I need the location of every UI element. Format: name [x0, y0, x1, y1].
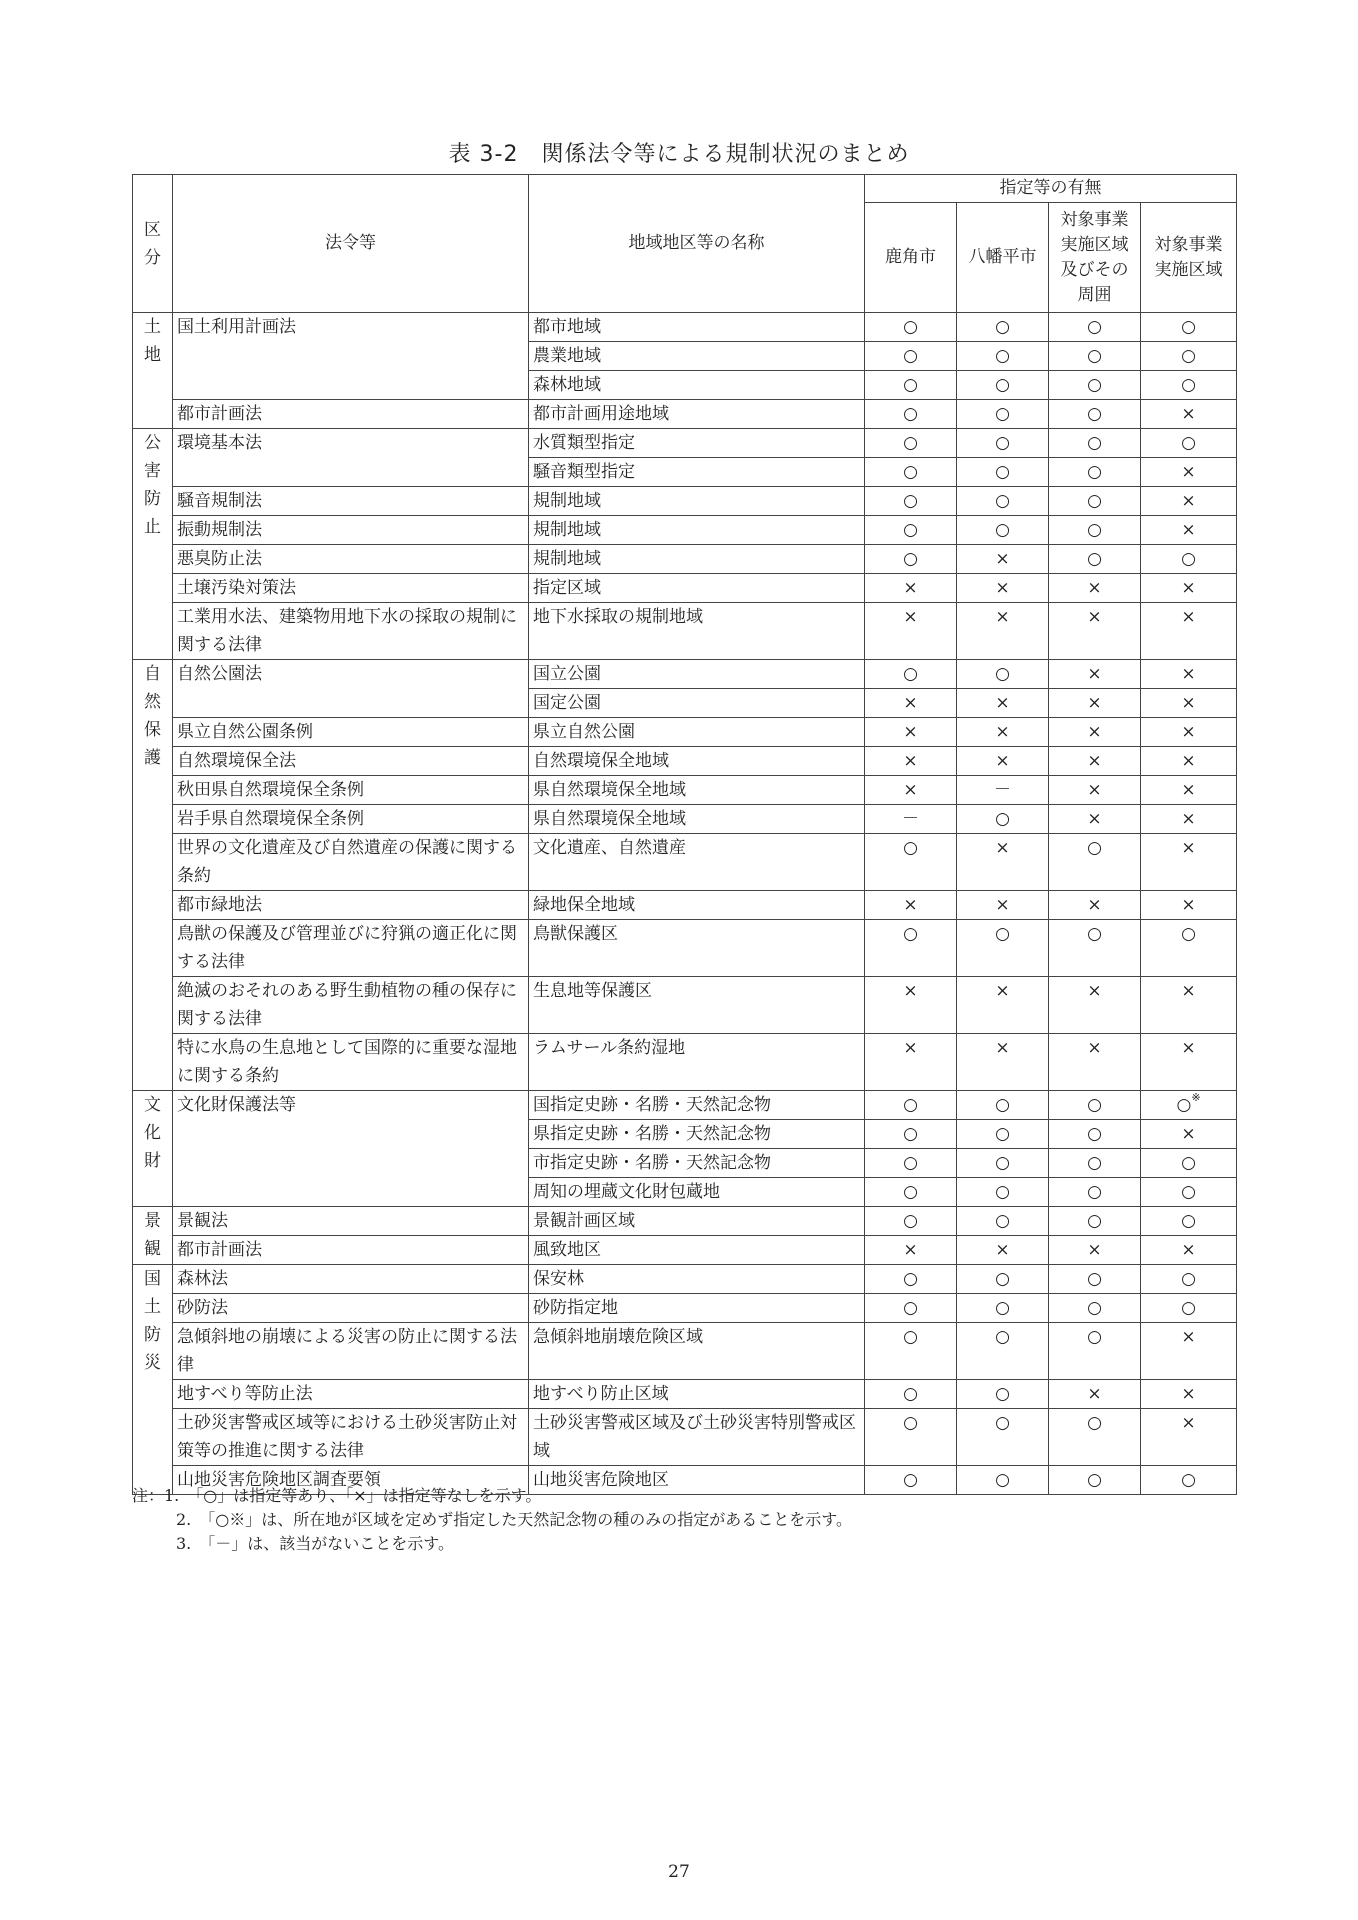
area-cell: 都市地域 [529, 313, 865, 342]
division-char: 景 [144, 1211, 161, 1231]
mark-kazuno: ○ [865, 1265, 957, 1294]
mark-hachimantai: ○ [957, 1178, 1049, 1207]
division-char: 土 [144, 317, 161, 337]
division-cell [133, 429, 173, 660]
mark-hachimantai: ○ [957, 313, 1049, 342]
mark-project-area: × [1141, 603, 1237, 660]
mark-project-surroundings: ○ [1049, 1323, 1141, 1380]
mark-kazuno: ○ [865, 1178, 957, 1207]
header-col3-line: 及びその [1060, 259, 1129, 280]
table-row [133, 1294, 1237, 1323]
header-division-char: 分 [144, 247, 161, 268]
division-char: 防 [144, 1325, 161, 1345]
mark-project-area: ○ [1141, 1149, 1237, 1178]
mark-project-area: × [1141, 400, 1237, 429]
law-cell: 環境基本法 [173, 429, 529, 487]
mark-kazuno: ○ [865, 1120, 957, 1149]
area-cell: 県自然環境保全地域 [529, 805, 865, 834]
mark-project-area: × [1141, 805, 1237, 834]
mark-hachimantai: ○ [957, 400, 1049, 429]
table-row [133, 574, 1237, 603]
area-cell: 国立公園 [529, 660, 865, 689]
mark-hachimantai: ○ [957, 805, 1049, 834]
mark-project-surroundings: × [1049, 1380, 1141, 1409]
division-char: 自 [144, 664, 161, 684]
division-cell [133, 1265, 173, 1495]
mark-hachimantai: ○ [957, 1265, 1049, 1294]
note-3: 3. 「－」は、該当がないことを示す。 [176, 1534, 454, 1553]
mark-hachimantai: ○ [957, 1294, 1049, 1323]
mark-kazuno: ○ [865, 458, 957, 487]
law-cell: 土砂災害警戒区域等における土砂災害防止対策等の推進に関する法律 [173, 1409, 529, 1466]
mark-kazuno: × [865, 718, 957, 747]
mark-hachimantai: × [957, 1236, 1049, 1265]
division-char: 文 [144, 1095, 161, 1115]
header-area: 地域地区等の名称 [529, 175, 865, 313]
law-cell: 岩手県自然環境保全条例 [173, 805, 529, 834]
mark-project-area: × [1141, 660, 1237, 689]
division-char: 災 [144, 1353, 161, 1373]
area-cell: 市指定史跡・名勝・天然記念物 [529, 1149, 865, 1178]
area-cell: 県自然環境保全地域 [529, 776, 865, 805]
mark-project-surroundings: ○ [1049, 1294, 1141, 1323]
mark-project-area: ○ [1141, 342, 1237, 371]
mark-project-area: ○ [1141, 1178, 1237, 1207]
mark-kazuno: ○ [865, 660, 957, 689]
division-cell [133, 660, 173, 1091]
table-row [133, 977, 1237, 1034]
area-cell: 地すべり防止区域 [529, 1380, 865, 1409]
header-col-kazuno: 鹿角市 [865, 203, 957, 313]
mark-project-surroundings: ○ [1049, 834, 1141, 891]
mark-kazuno: ○ [865, 342, 957, 371]
law-cell: 世界の文化遺産及び自然遺産の保護に関する条約 [173, 834, 529, 891]
area-cell: 急傾斜地崩壊危険区域 [529, 1323, 865, 1380]
header-col-hachimantai: 八幡平市 [957, 203, 1049, 313]
mark-hachimantai: × [957, 689, 1049, 718]
header-col3-line: 対象事業 [1060, 209, 1129, 230]
mark-kazuno: ○ [865, 1207, 957, 1236]
division-char: 国 [144, 1269, 161, 1289]
mark-project-area: × [1141, 1323, 1237, 1380]
area-cell: 土砂災害警戒区域及び土砂災害特別警戒区域 [529, 1409, 865, 1466]
area-cell: 景観計画区域 [529, 1207, 865, 1236]
law-cell: 国土利用計画法 [173, 313, 529, 400]
mark-project-area: × [1141, 747, 1237, 776]
mark-project-area: × [1141, 1236, 1237, 1265]
mark-project-surroundings: × [1049, 776, 1141, 805]
mark-project-surroundings: ○ [1049, 429, 1141, 458]
mark-hachimantai: － [957, 776, 1049, 805]
area-cell: 規制地域 [529, 516, 865, 545]
mark-hachimantai: ○ [957, 1323, 1049, 1380]
mark-project-area: ○ [1141, 313, 1237, 342]
mark-hachimantai: × [957, 834, 1049, 891]
division-char: 防 [144, 489, 161, 509]
area-cell: 農業地域 [529, 342, 865, 371]
mark-project-surroundings: ○ [1049, 1466, 1141, 1495]
mark-project-surroundings: × [1049, 977, 1141, 1034]
law-cell: 絶滅のおそれのある野生動植物の種の保存に関する法律 [173, 977, 529, 1034]
area-cell: 緑地保全地域 [529, 891, 865, 920]
area-cell: 鳥獣保護区 [529, 920, 865, 977]
mark-kazuno: ○ [865, 487, 957, 516]
mark-hachimantai: ○ [957, 487, 1049, 516]
mark-project-surroundings: ○ [1049, 1120, 1141, 1149]
division-cell [133, 1207, 173, 1265]
table-body [133, 313, 1237, 1495]
mark-kazuno: ○ [865, 1466, 957, 1495]
mark-kazuno: － [865, 805, 957, 834]
mark-project-area: ○ [1141, 920, 1237, 977]
table-row [133, 747, 1237, 776]
mark-project-area: × [1141, 1120, 1237, 1149]
law-cell: 森林法 [173, 1265, 529, 1294]
division-char: 公 [144, 433, 161, 453]
mark-kazuno: ○ [865, 1294, 957, 1323]
mark-project-surroundings: × [1049, 689, 1141, 718]
mark-project-surroundings: ○ [1049, 1149, 1141, 1178]
division-char: 地 [144, 345, 161, 365]
mark-project-area: × [1141, 834, 1237, 891]
mark-hachimantai: ○ [957, 371, 1049, 400]
mark-kazuno: × [865, 776, 957, 805]
table-row [133, 920, 1237, 977]
table-row [133, 429, 1237, 458]
area-cell: 周知の埋蔵文化財包蔵地 [529, 1178, 865, 1207]
table-row [133, 1265, 1237, 1294]
law-cell: 都市計画法 [173, 1236, 529, 1265]
law-cell: 秋田県自然環境保全条例 [173, 776, 529, 805]
mark-hachimantai: ○ [957, 1409, 1049, 1466]
mark-hachimantai: ○ [957, 1207, 1049, 1236]
mark-hachimantai: × [957, 718, 1049, 747]
mark-project-surroundings: × [1049, 574, 1141, 603]
mark-kazuno: ○ [865, 920, 957, 977]
mark-project-area: × [1141, 977, 1237, 1034]
mark-project-surroundings: ○ [1049, 371, 1141, 400]
law-cell: 県立自然公園条例 [173, 718, 529, 747]
mark-project-area: ○ [1141, 545, 1237, 574]
mark-project-surroundings: ○ [1049, 1409, 1141, 1466]
mark-project-area: × [1141, 487, 1237, 516]
mark-hachimantai: ○ [957, 1120, 1049, 1149]
area-cell: 国定公園 [529, 689, 865, 718]
division-cell [133, 313, 173, 429]
header-col3-line: 周囲 [1077, 284, 1112, 305]
area-cell: 県立自然公園 [529, 718, 865, 747]
law-cell: 鳥獣の保護及び管理並びに狩猟の適正化に関する法律 [173, 920, 529, 977]
table-row [133, 805, 1237, 834]
law-cell: 特に水鳥の生息地として国際的に重要な湿地に関する条約 [173, 1034, 529, 1091]
mark-project-surroundings: × [1049, 805, 1141, 834]
mark-project-area: ○※ [1141, 1091, 1237, 1120]
table-row [133, 776, 1237, 805]
mark-kazuno: × [865, 689, 957, 718]
law-cell: 振動規制法 [173, 516, 529, 545]
table-row [133, 400, 1237, 429]
mark-project-area: ○ [1141, 1466, 1237, 1495]
table-row [133, 891, 1237, 920]
law-cell: 騒音規制法 [173, 487, 529, 516]
mark-project-area: × [1141, 458, 1237, 487]
regulation-table [132, 174, 1237, 1495]
header-col4-line: 実施区域 [1154, 259, 1223, 280]
table-row [133, 718, 1237, 747]
mark-project-surroundings: × [1049, 718, 1141, 747]
mark-kazuno: × [865, 603, 957, 660]
law-cell: 悪臭防止法 [173, 545, 529, 574]
division-char: 観 [144, 1239, 161, 1259]
header-col-project-area [1141, 203, 1237, 313]
area-cell: 森林地域 [529, 371, 865, 400]
mark-project-surroundings: × [1049, 1236, 1141, 1265]
table-row [133, 660, 1237, 689]
table-row [133, 1323, 1237, 1380]
header-law: 法令等 [173, 175, 529, 313]
note-1: 注：1. 「○」は指定等あり、「×」は指定等なしを示す。 [132, 1486, 542, 1505]
notes [132, 1484, 852, 1556]
mark-hachimantai: × [957, 574, 1049, 603]
division-char: 護 [144, 748, 161, 768]
table-title: 表 3-2 関係法令等による規制状況のまとめ [448, 142, 910, 167]
division-char: 保 [144, 720, 161, 740]
mark-project-surroundings: ○ [1049, 458, 1141, 487]
header-col3-line: 実施区域 [1060, 234, 1129, 255]
mark-project-surroundings: ○ [1049, 1207, 1141, 1236]
division-char: 害 [144, 461, 161, 481]
mark-project-area: × [1141, 1034, 1237, 1091]
table-row [133, 487, 1237, 516]
mark-kazuno: ○ [865, 371, 957, 400]
mark-project-surroundings: × [1049, 747, 1141, 776]
law-cell: 文化財保護法等 [173, 1091, 529, 1207]
mark-project-area: × [1141, 776, 1237, 805]
table-row [133, 834, 1237, 891]
page-number: 27 [668, 1862, 690, 1882]
mark-hachimantai: × [957, 891, 1049, 920]
division-cell [133, 1091, 173, 1207]
area-cell: 指定区域 [529, 574, 865, 603]
mark-project-area: ○ [1141, 1294, 1237, 1323]
law-cell: 景観法 [173, 1207, 529, 1236]
mark-hachimantai: ○ [957, 458, 1049, 487]
mark-project-surroundings: ○ [1049, 313, 1141, 342]
mark-hachimantai: ○ [957, 920, 1049, 977]
law-cell: 砂防法 [173, 1294, 529, 1323]
area-cell: 騒音類型指定 [529, 458, 865, 487]
area-cell: 国指定史跡・名勝・天然記念物 [529, 1091, 865, 1120]
table-row [133, 1091, 1237, 1120]
mark-hachimantai: ○ [957, 516, 1049, 545]
mark-hachimantai: ○ [957, 342, 1049, 371]
header-col-project-and-surroundings [1049, 203, 1141, 313]
area-cell: 規制地域 [529, 545, 865, 574]
mark-project-area: ○ [1141, 1265, 1237, 1294]
header-division [133, 175, 173, 313]
law-cell: 自然公園法 [173, 660, 529, 718]
mark-kazuno: × [865, 574, 957, 603]
division-char: 財 [144, 1151, 161, 1171]
law-cell: 都市計画法 [173, 400, 529, 429]
mark-project-surroundings: ○ [1049, 400, 1141, 429]
mark-project-surroundings: ○ [1049, 545, 1141, 574]
mark-project-area: × [1141, 574, 1237, 603]
mark-kazuno: ○ [865, 429, 957, 458]
header-division-char: 区 [144, 219, 161, 240]
mark-project-area: ○ [1141, 1207, 1237, 1236]
mark-kazuno: ○ [865, 1409, 957, 1466]
mark-hachimantai: × [957, 603, 1049, 660]
mark-kazuno: ○ [865, 516, 957, 545]
mark-project-area: × [1141, 516, 1237, 545]
mark-project-area: ○ [1141, 429, 1237, 458]
table-row [133, 1409, 1237, 1466]
area-cell: 水質類型指定 [529, 429, 865, 458]
area-cell: 自然環境保全地域 [529, 747, 865, 776]
table-row [133, 516, 1237, 545]
header-col4-line: 対象事業 [1154, 234, 1223, 255]
law-cell: 自然環境保全法 [173, 747, 529, 776]
mark-project-area: ○ [1141, 371, 1237, 400]
mark-project-area: × [1141, 1409, 1237, 1466]
mark-kazuno: × [865, 891, 957, 920]
mark-hachimantai: × [957, 1034, 1049, 1091]
mark-kazuno: ○ [865, 313, 957, 342]
table-row [133, 1207, 1237, 1236]
mark-kazuno: ○ [865, 1380, 957, 1409]
area-cell: 保安林 [529, 1265, 865, 1294]
mark-hachimantai: ○ [957, 660, 1049, 689]
mark-kazuno: ○ [865, 400, 957, 429]
mark-kazuno: ○ [865, 1323, 957, 1380]
mark-project-area: × [1141, 1380, 1237, 1409]
area-cell: 文化遺産、自然遺産 [529, 834, 865, 891]
division-char: 然 [144, 692, 161, 712]
header-designation: 指定等の有無 [865, 175, 1237, 203]
area-cell: ラムサール条約湿地 [529, 1034, 865, 1091]
area-cell: 山地災害危険地区 [529, 1466, 865, 1495]
mark-project-surroundings: × [1049, 1034, 1141, 1091]
mark-project-surroundings: × [1049, 891, 1141, 920]
area-cell: 生息地等保護区 [529, 977, 865, 1034]
mark-hachimantai: ○ [957, 1466, 1049, 1495]
asterisk-mark: ※ [1191, 1091, 1201, 1104]
area-cell: 風致地区 [529, 1236, 865, 1265]
mark-kazuno: × [865, 1236, 957, 1265]
mark-kazuno: ○ [865, 1149, 957, 1178]
mark-project-area: × [1141, 689, 1237, 718]
area-cell: 県指定史跡・名勝・天然記念物 [529, 1120, 865, 1149]
mark-kazuno: ○ [865, 1091, 957, 1120]
table-row [133, 1380, 1237, 1409]
law-cell: 地すべり等防止法 [173, 1380, 529, 1409]
mark-kazuno: ○ [865, 545, 957, 574]
mark-hachimantai: × [957, 747, 1049, 776]
area-cell: 地下水採取の規制地域 [529, 603, 865, 660]
mark-project-area: × [1141, 891, 1237, 920]
mark-hachimantai: ○ [957, 1091, 1049, 1120]
mark-hachimantai: × [957, 545, 1049, 574]
mark-kazuno: × [865, 1034, 957, 1091]
division-char: 止 [144, 517, 161, 537]
table-header [133, 175, 1237, 313]
law-cell: 急傾斜地の崩壊による災害の防止に関する法律 [173, 1323, 529, 1380]
mark-project-surroundings: ○ [1049, 1178, 1141, 1207]
mark-project-area: × [1141, 718, 1237, 747]
mark-project-surroundings: ○ [1049, 342, 1141, 371]
table-row [133, 603, 1237, 660]
mark-hachimantai: ○ [957, 1380, 1049, 1409]
mark-kazuno: × [865, 977, 957, 1034]
table-row [133, 545, 1237, 574]
mark-kazuno: ○ [865, 834, 957, 891]
division-char: 化 [144, 1123, 161, 1143]
law-cell: 工業用水法、建築物用地下水の採取の規制に関する法律 [173, 603, 529, 660]
mark-kazuno: × [865, 747, 957, 776]
law-cell: 土壌汚染対策法 [173, 574, 529, 603]
table-row [133, 1034, 1237, 1091]
mark-hachimantai: ○ [957, 1149, 1049, 1178]
mark-project-surroundings: ○ [1049, 920, 1141, 977]
mark-hachimantai: × [957, 977, 1049, 1034]
area-cell: 都市計画用途地域 [529, 400, 865, 429]
mark-project-surroundings: ○ [1049, 487, 1141, 516]
mark-hachimantai: ○ [957, 429, 1049, 458]
mark-project-surroundings: ○ [1049, 516, 1141, 545]
law-cell: 山地災害危険地区調査要領 [173, 1466, 529, 1495]
division-char: 土 [144, 1297, 161, 1317]
mark-project-surroundings: × [1049, 603, 1141, 660]
mark-project-surroundings: ○ [1049, 1265, 1141, 1294]
area-cell: 規制地域 [529, 487, 865, 516]
table-row [133, 1236, 1237, 1265]
note-2: 2. 「○※」は、所在地が区域を定めず指定した天然記念物の種のみの指定があることを示す。 [176, 1510, 852, 1529]
law-cell: 都市緑地法 [173, 891, 529, 920]
mark-project-surroundings: ○ [1049, 1091, 1141, 1120]
mark-project-surroundings: × [1049, 660, 1141, 689]
area-cell: 砂防指定地 [529, 1294, 865, 1323]
table-row [133, 313, 1237, 342]
